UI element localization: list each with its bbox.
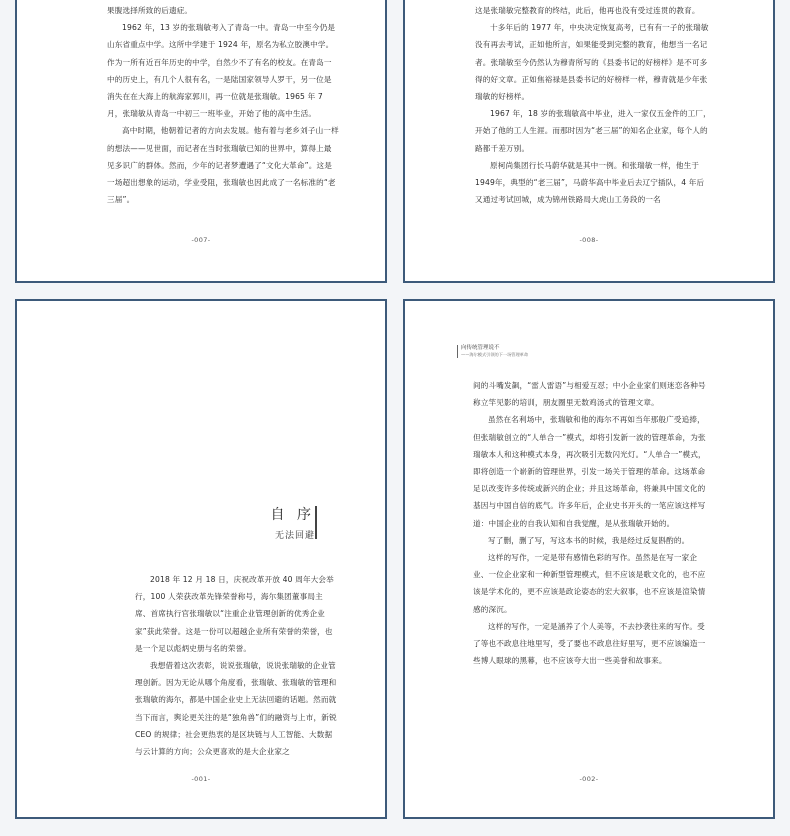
running-subtitle: ——海尔模式引领的下一场管理革命 bbox=[461, 352, 529, 357]
paragraph: 这样的写作，一定是涵养了个人美等，不去抄袭往来的写作。受了等也不政息往地里写，受了要也不政息往好里写，更不应该编造一些博人眼球的黑幕，也不应该夸大出一些美誉和故事来。 bbox=[473, 621, 706, 666]
title-rule bbox=[315, 506, 317, 539]
page-body bbox=[135, 571, 337, 760]
preface-subtitle: 无法回避 bbox=[274, 531, 315, 541]
paragraph: 2018 年 12 月 18 日，庆祝改革开放 40 周年大会举行，100 人荣获改革先锋荣誉称号，海尔集团董事局主席、首席执行官张瑞敏以“注重企业管理创新的优秀企业家”获此荣誉。这是一份可以超越企业所有荣誉的荣誉，也是一个足以彪炳史册与名的荣誉。 bbox=[135, 575, 334, 653]
page-number: -007- bbox=[191, 236, 211, 244]
preface-heading bbox=[271, 504, 315, 541]
paragraph: 写了删，删了写，写这本书的时候，我是经过反复斟酌的。 bbox=[488, 535, 690, 545]
paragraph: 这样的写作，一定是带有感情色彩的写作。虽然是在写一家企业、一位企业家和一种新型管理模式，但不应该是歌文化的，也不应该是学术化的，更不应该是政论姿态的宏大叙事，也不应该是渲染情感的深沉。 bbox=[473, 553, 706, 614]
page-number: -008- bbox=[579, 236, 599, 244]
paragraph: 高中时期，他朝着记者的方向去发展。他有着与老乡刘子山一样的想法——见世面，而记者在当时张瑞敏已知的世界中，算得上最见多识广的群体。然而，少年的记者梦遭遇了“文化大革命”。这是一场超出想象的运动，学业受阻，张瑞敏也因此成了一名标准的“老三届”。 bbox=[107, 126, 339, 205]
page-body bbox=[475, 2, 711, 208]
paragraph: 虽然在名利场中，张瑞敏和他的海尔不再如当年那般广受追捧，但张瑞敏创立的“人单合一”模式，却将引发新一波的管理革命，为张瑞敏本人和这种模式本身，再次吸引无数闪光灯。“人单合一”模式，即将创造一个崭新的管理世界，引发一场关于管理的革命。这场革命足以改变许多传统或新兴的企业；并且这场革命，将兼具中国文化的基因与中国自信的底气。许多年后，企业史书开头的一笔应该这样写道：中国企业的自我认知和自我觉醒，是从张瑞敏开始的。 bbox=[473, 415, 706, 528]
paragraph: 1967 年，18 岁的张瑞敏高中毕业，进入一家仅五金件的工厂，开始了他的工人生涯。而那时因为“老三届”的知名企业家，每个人的路都千差万别。 bbox=[475, 109, 711, 153]
book-page-preface bbox=[15, 299, 387, 819]
page-body bbox=[107, 2, 339, 208]
running-title: 向传统管理说不 bbox=[461, 345, 500, 351]
paragraph: 原柯尚集团行长马蔚华就是其中一例。和张瑞敏一样，他生于1949年，典型的“老三届”，马蔚华高中毕业后去辽宁插队，4 年后又通过考试回城，成为锦州铁路局大虎山工务段的一名 bbox=[475, 160, 705, 205]
paragraph: 我想借着这次表彰，说说张瑞敏，说说张瑞敏的企业管理创新。因为无论从哪个角度看，张瑞敏、张瑞敏的管理和张瑞敏的海尔，都是中国企业史上无法回避的话题。然而就当下而言，舆论更关注的是“独角兽”们的融资与上市，新锐 CEO 的规律；社会更热衷的是区块链与人工智能、大数据与云计算的方向；公众更喜欢的是大企业家之 bbox=[135, 661, 337, 757]
page-number: -002- bbox=[579, 775, 599, 783]
page-body bbox=[473, 377, 707, 669]
paragraph: 十多年后的 1977 年，中央决定恢复高考，已有有一子的张瑞敏没有再去考试，正如他所言，如果能受到完整的教育，他想当一名记者。张瑞敏至今仍然认为穆青所写的《县委书记的好榜样》是不可多得的好文章。正如焦裕禄是县委书记的好榜样一样，穆青就是少年张瑞敏的好榜样。 bbox=[475, 23, 709, 102]
book-page-002 bbox=[403, 299, 775, 819]
running-head bbox=[457, 345, 528, 358]
paragraph: 间的斗嘴发飙，“雷人雷语”与相爱互怼；中小企业家们则迷恋各种号称立竿见影的培训，朋友圈里无数鸡汤式的管理文章。 bbox=[473, 381, 706, 408]
page-number: -001- bbox=[191, 775, 211, 783]
book-page-007 bbox=[15, 0, 387, 283]
paragraph: 1962 年，13 岁的张瑞敏考入了青岛一中。青岛一中至今仍是山东省重点中学。这所中学建于 1924 年，原名为私立胶澳中学。作为一所有近百年历史的中学，自然少不了有名的校友。在青岛一中的历史上，有几个人很有名，一是陆国家领导人罗干，另一位是消失在在大海上的航海家郭川，再一位就是张瑞敏。1965 年 7 月，张瑞敏从青岛一中初三一班毕业，开始了他的高中生活。 bbox=[107, 23, 336, 119]
paragraph: 这是张瑞敏完整教育的终结，此后，他再也没有受过连贯的教育。 bbox=[475, 6, 700, 15]
paragraph: 果腹选择所致的后遗症。 bbox=[107, 6, 193, 15]
book-page-008 bbox=[403, 0, 775, 283]
preface-title: 自 序 bbox=[270, 507, 315, 523]
